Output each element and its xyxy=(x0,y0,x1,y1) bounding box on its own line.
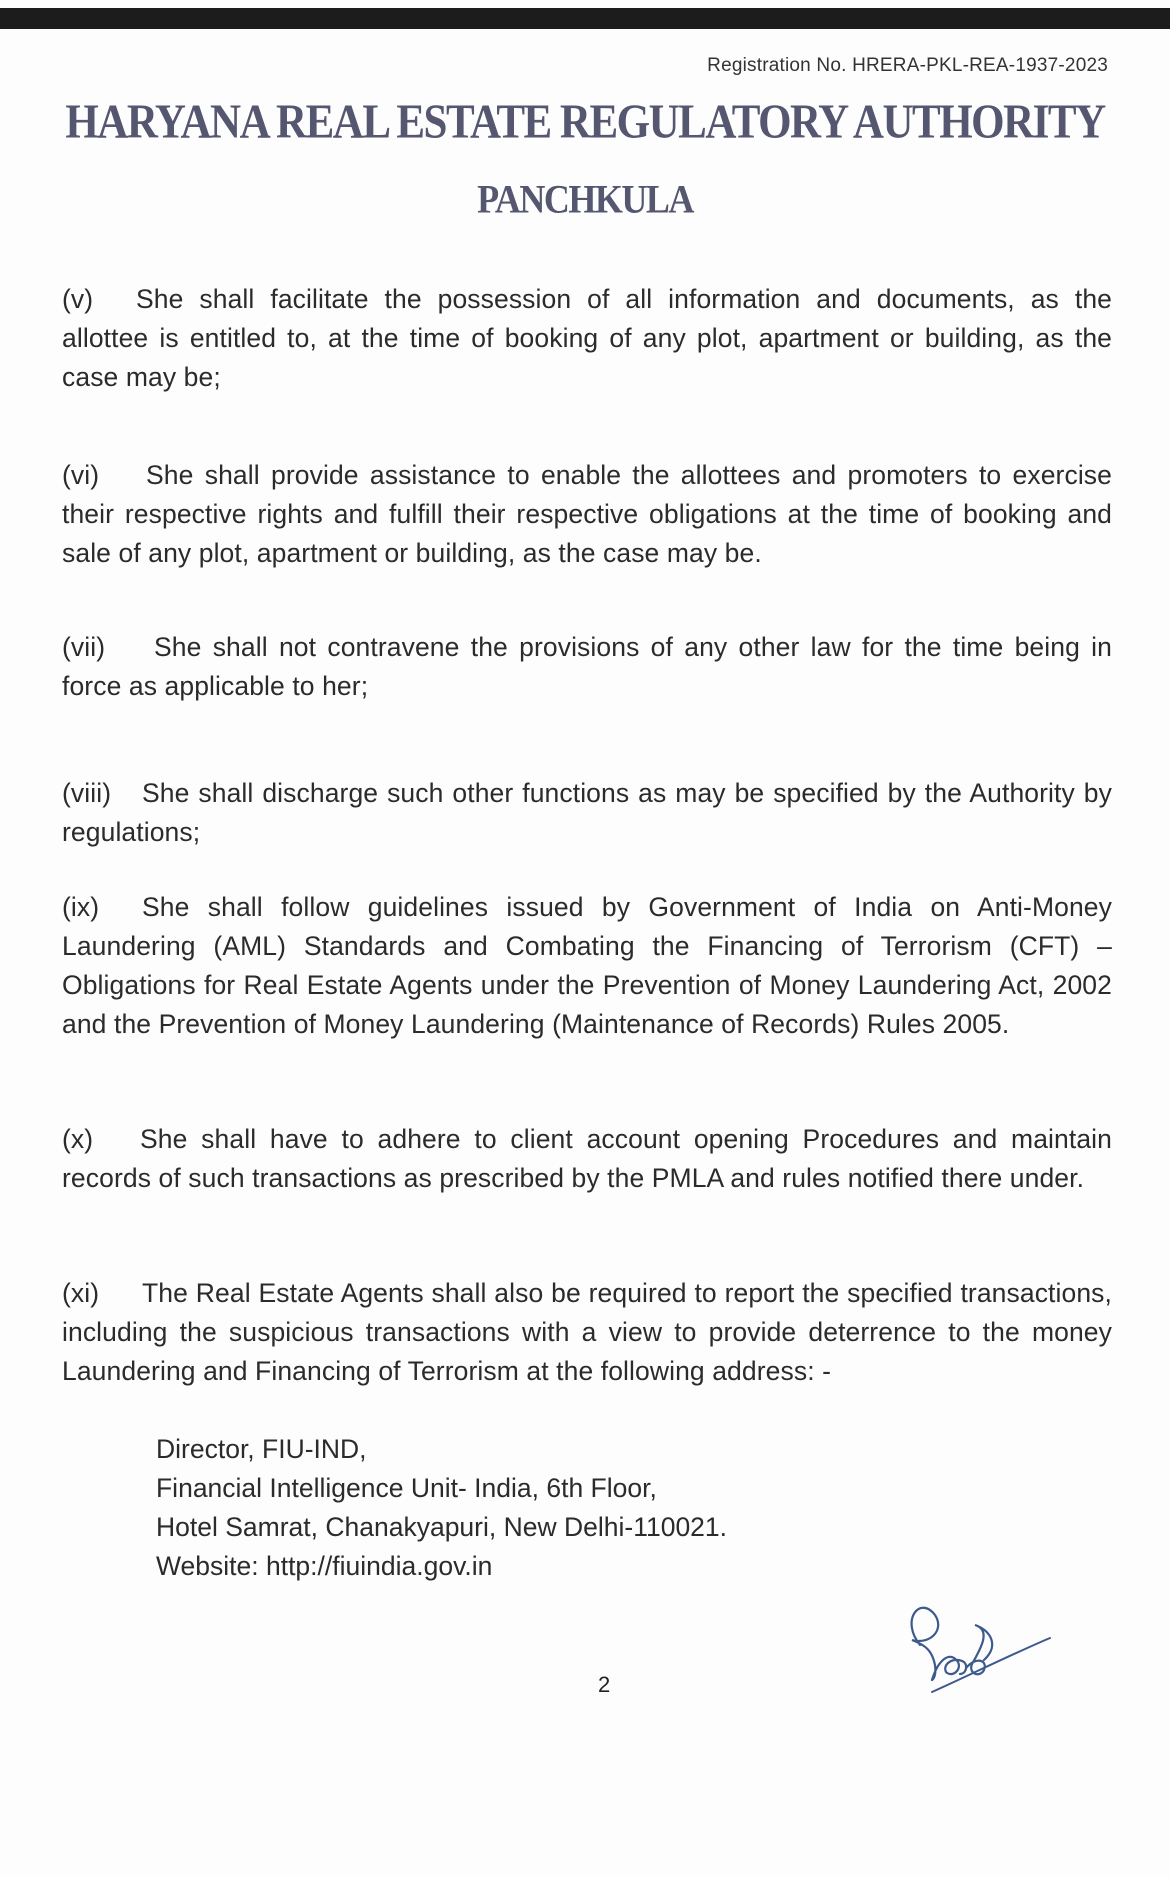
clause-number: (vi) xyxy=(62,460,100,490)
clause-x xyxy=(62,1120,1112,1198)
clause-v xyxy=(62,280,1112,397)
registration-number: Registration No. HRERA-PKL-REA-1937-2023 xyxy=(707,55,1108,76)
clause-vii xyxy=(62,628,1112,706)
page-number: 2 xyxy=(598,1672,611,1697)
clause-text: She shall follow guidelines issued by Government of India on Anti-Money Laundering (AML) Standards and Combating the Financing of Terrorism (CFT) – Obligations for Real Estate Agents under the Prevention of Money Laundering Act, 2002 and the Prevention of Money Laundering (Maintenance of Records) Rules 2005. xyxy=(62,892,1112,1039)
clause-text: She shall discharge such other functions as may be specified by the Authority by regulations; xyxy=(62,778,1112,847)
clause-text: She shall facilitate the possession of all information and documents, as the allottee is entitled to, at the time of booking of any plot, apartment or building, as the case may be; xyxy=(62,284,1112,392)
address-line: Financial Intelligence Unit- India, 6th Floor, xyxy=(156,1473,657,1503)
authority-title: HARYANA REAL ESTATE REGULATORY AUTHORITY xyxy=(65,96,1105,149)
clause-xi xyxy=(62,1274,1112,1391)
clause-number: (v) xyxy=(62,284,94,314)
clause-text: The Real Estate Agents shall also be required to report the specified transactions, including the suspicious transactions with a view to provide deterrence to the money Laundering and Financing of Terrorism at the following address: - xyxy=(62,1278,1112,1386)
clause-number: (xi) xyxy=(62,1278,100,1308)
website-line: Website: http://fiuindia.gov.in xyxy=(156,1551,493,1581)
top-bar xyxy=(0,8,1170,29)
address-line: Hotel Samrat, Chanakyapuri, New Delhi-110021. xyxy=(156,1512,728,1542)
clause-text: She shall have to adhere to client account opening Procedures and maintain records of such transactions as prescribed by the PMLA and rules notified there under. xyxy=(62,1124,1112,1193)
clause-number: (vii) xyxy=(62,632,106,662)
clause-text: She shall provide assistance to enable the allottees and promoters to exercise their respective rights and fulfill their respective obligations at the time of booking and sale of any plot, apartment or building, as the case may be. xyxy=(62,460,1112,568)
clause-number: (x) xyxy=(62,1124,94,1154)
clause-number: (viii) xyxy=(62,778,112,808)
signature-icon xyxy=(880,1590,1080,1710)
clause-number: (ix) xyxy=(62,892,100,922)
clause-viii xyxy=(62,774,1112,852)
clause-ix xyxy=(62,888,1112,1044)
clause-vi xyxy=(62,456,1112,573)
authority-city: PANCHKULA xyxy=(477,176,693,222)
address-line: Director, FIU-IND, xyxy=(156,1434,367,1464)
clause-text: She shall not contravene the provisions of any other law for the time being in force as applicable to her; xyxy=(62,632,1112,701)
